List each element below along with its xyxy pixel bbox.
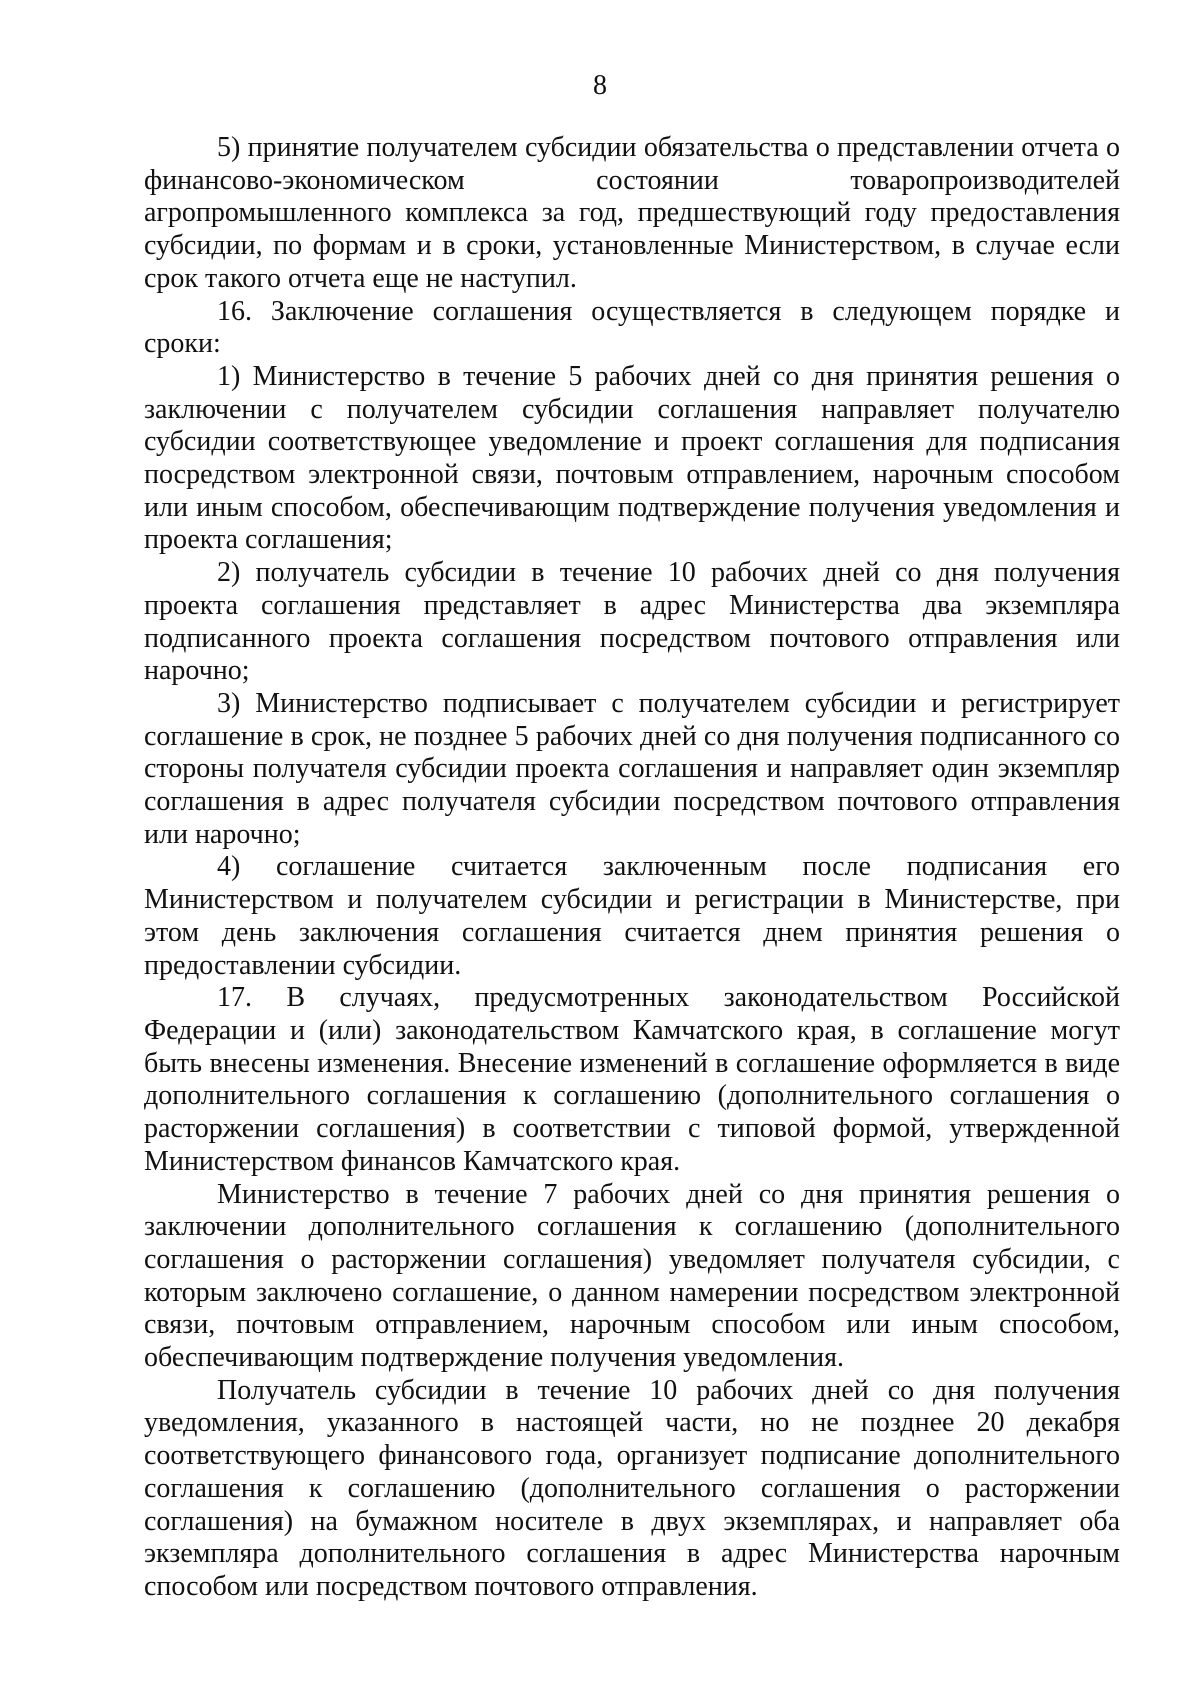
document-body	[144, 132, 1120, 1604]
paragraph-section-16: 16. Заключение соглашения осуществляется в следующем порядке и сроки:	[144, 295, 1120, 360]
paragraph-17-notification: Министерство в течение 7 рабочих дней со дня принятия решения о заключении дополнительного соглашения к соглашению (дополнительного соглашения о расторжении соглашения) уведомляет получателя субсидии, с которым заключено соглашение, о данном намерении посредством электронной связи, почтовым отправлением, нарочным способом или иным способом, обеспечивающим подтверждение получения уведомления.	[144, 1178, 1120, 1374]
page-number: 8	[593, 70, 607, 101]
paragraph-section-17: 17. В случаях, предусмотренных законодательством Российской Федерации и (или) законодательством Камчатского края, в соглашение могут быть внесены изменения. Внесение изменений в соглашение оформляется в виде дополнительного соглашения к соглашению (дополнительного соглашения о расторжении соглашения) в соответствии с типовой формой, утвержденной Министерством финансов Камчатского края.	[144, 982, 1120, 1177]
paragraph-16-item-4: 4) соглашение считается заключенным после подписания его Министерством и получателем субсидии и регистрации в Министерстве, при этом день заключения соглашения считается днем принятия решения о предоставлении субсидии.	[144, 851, 1120, 981]
paragraph-17-recipient: Получатель субсидии в течение 10 рабочих дней со дня получения уведомления, указанного в настоящей части, но не позднее 20 декабря соответствующего финансового года, организует подписание дополнительного соглашения к соглашению (дополнительного соглашения о расторжении соглашения) на бумажном носителе в двух экземплярах, и направляет оба экземпляра дополнительного соглашения в адрес Министерства нарочным способом или посредством почтового отправления.	[144, 1374, 1120, 1602]
paragraph-16-item-3: 3) Министерство подписывает с получателем субсидии и регистрирует соглашение в срок, не позднее 5 рабочих дней со дня получения подписанного со стороны получателя субсидии проекта соглашения и направляет один экземпляр соглашения в адрес получателя субсидии посредством почтового отправления или нарочно;	[144, 687, 1120, 850]
paragraph-item-5: 5) принятие получателем субсидии обязательства о представлении отчета о финансово-экономическом состоянии товаропроизводителей агропромышленного комплекса за год, предшествующий году предоставления субсидии, по формам и в сроки, установленные Министерством, в случае если срок такого отчета еще не наступил.	[144, 132, 1120, 294]
paragraph-16-item-1: 1) Министерство в течение 5 рабочих дней со дня принятия решения о заключении с получателем субсидии соглашения направляет получателю субсидии соответствующее уведомление и проект соглашения для подписания посредством электронной связи, почтовым отправлением, нарочным способом или иным способом, обеспечивающим подтверждение получения уведомления и проекта соглашения;	[144, 360, 1120, 556]
paragraph-16-item-2: 2) получатель субсидии в течение 10 рабочих дней со дня получения проекта соглашения представляет в адрес Министерства два экземпляра подписанного проекта соглашения посредством почтового отправления или нарочно;	[144, 557, 1120, 687]
